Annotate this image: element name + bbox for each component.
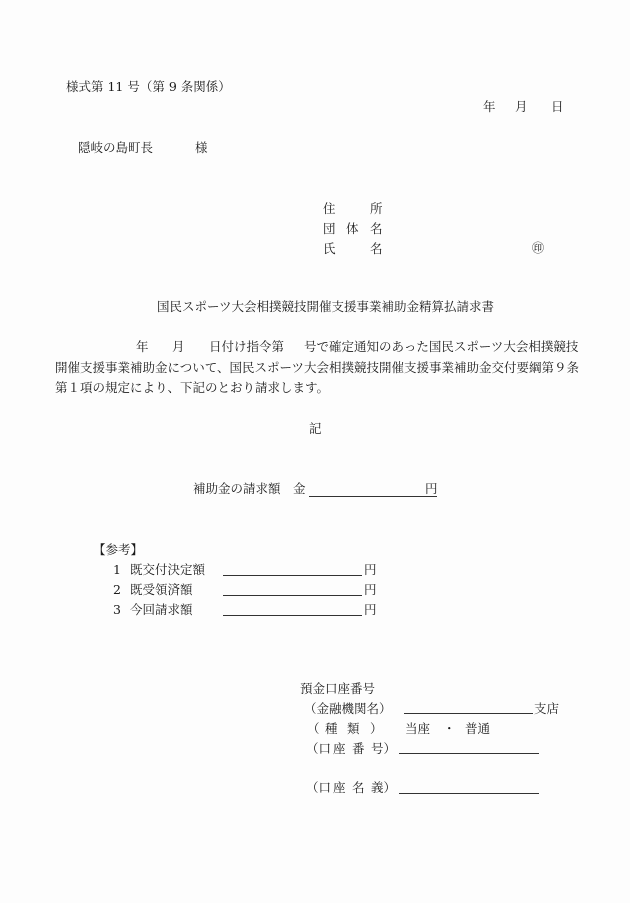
body-line1-b: 号で確定通知のあった国民スポーツ大会相撲競技	[304, 339, 579, 354]
name-label-2: 名	[370, 241, 383, 256]
reference-item-num: 2	[113, 582, 121, 597]
body-year-label: 年	[136, 339, 149, 354]
date-year-label: 年	[483, 99, 496, 114]
address-label-2: 所	[370, 201, 383, 216]
seal-icon: ㊞	[532, 241, 545, 255]
reference-item-underline	[223, 595, 362, 596]
reference-item-underline	[223, 615, 362, 616]
account-number-label-2: 座	[333, 741, 346, 756]
bank-type-option-toza[interactable]: 当座	[405, 721, 431, 736]
ki-heading: 記	[309, 421, 322, 436]
bank-type-separator: ・	[443, 721, 456, 736]
reference-item-label: 既受領済額	[130, 582, 193, 597]
account-name-label-2: 座	[333, 780, 346, 795]
bank-type-label-open: （	[307, 721, 320, 736]
account-name-label-4: 義）	[371, 780, 397, 795]
account-number-label-1: （口	[306, 741, 332, 756]
account-number-label-4: 号）	[371, 741, 397, 756]
claim-unit: 円	[425, 481, 438, 496]
account-name-label-1: （口	[306, 780, 332, 795]
bank-branch-suffix: 支店	[534, 701, 560, 716]
reference-item-num: 3	[113, 602, 121, 617]
bank-type-option-futsu[interactable]: 普通	[465, 721, 491, 736]
account-name-label-3: 名	[352, 780, 365, 795]
reference-item-unit: 円	[364, 582, 377, 597]
organization-label-1: 団	[323, 221, 336, 236]
date-day-label: 日	[551, 99, 564, 114]
bank-type-label-1: 種	[325, 721, 338, 736]
body-line2: 開催支援事業補助金について、国民スポーツ大会相撲競技開催支援事業補助金交付要綱第９条	[55, 360, 580, 375]
bank-heading: 預金口座番号	[300, 681, 376, 696]
account-name-underline	[399, 793, 539, 794]
bank-type-label-2: 類	[347, 721, 360, 736]
body-line3: 第１項の規定により、下記のとおり請求します。	[55, 380, 330, 395]
reference-item-label: 既交付決定額	[130, 562, 206, 577]
reference-item-label: 今回請求額	[130, 602, 193, 617]
organization-label-3: 名	[370, 221, 383, 236]
claim-label: 補助金の請求額 金	[193, 481, 306, 496]
reference-item-underline	[223, 575, 362, 576]
name-label-1: 氏	[323, 241, 336, 256]
date-month-label: 月	[515, 99, 528, 114]
addressee-honorific: 様	[195, 140, 208, 155]
bank-type-label-close: ）	[370, 721, 383, 736]
reference-item-num: 1	[113, 562, 121, 577]
body-line1-a: 日付け指令第	[209, 339, 285, 354]
document-title: 国民スポーツ大会相撲競技開催支援事業補助金精算払請求書	[157, 299, 495, 314]
addressee-name: 隠岐の島町長	[78, 140, 154, 155]
reference-item-unit: 円	[364, 602, 377, 617]
account-number-underline	[399, 753, 539, 754]
form-number: 様式第 11 号（第 9 条関係）	[66, 79, 231, 94]
claim-underline	[309, 496, 437, 497]
account-number-label-3: 番	[352, 741, 365, 756]
reference-item-unit: 円	[364, 562, 377, 577]
bank-institution-underline	[404, 713, 533, 714]
organization-label-2: 体	[346, 221, 359, 236]
reference-heading: 【参考】	[93, 542, 144, 557]
address-label-1: 住	[323, 201, 336, 216]
body-month-label: 月	[172, 339, 185, 354]
bank-institution-label: （金融機関名）	[304, 701, 392, 716]
